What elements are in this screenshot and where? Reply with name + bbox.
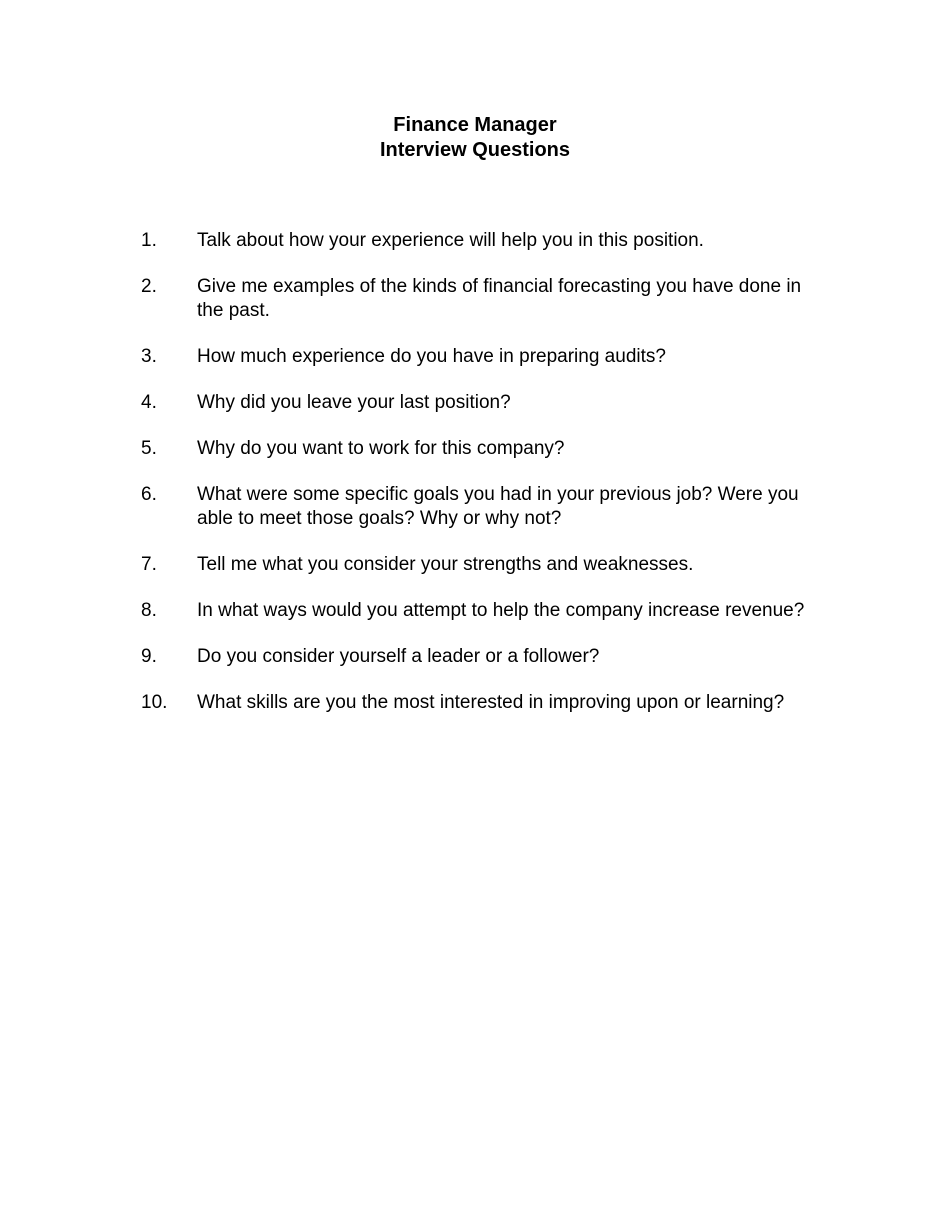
question-text: Why did you leave your last position? (197, 392, 511, 413)
title-line-1: Finance Manager (393, 114, 557, 136)
question-text: What were some specific goals you had in your previous job? Were you able to meet those goals? Why or why not? (197, 484, 799, 529)
question-number: 1. (141, 230, 157, 251)
question-item (141, 553, 821, 577)
question-text: Give me examples of the kinds of financial forecasting you have done in the past. (197, 276, 802, 321)
question-number: 7. (141, 554, 157, 575)
question-item (141, 391, 821, 415)
question-text: Do you consider yourself a leader or a follower? (197, 646, 600, 667)
question-item (141, 275, 821, 323)
question-number: 2. (141, 276, 157, 297)
question-text: In what ways would you attempt to help the company increase revenue? (197, 600, 805, 621)
question-number: 10. (141, 692, 168, 713)
question-number: 6. (141, 484, 157, 505)
title-line-2: Interview Questions (379, 139, 571, 161)
question-text: How much experience do you have in preparing audits? (197, 346, 666, 367)
question-text: What skills are you the most interested in improving upon or learning? (197, 692, 785, 713)
question-item (141, 437, 821, 461)
question-number: 3. (141, 346, 157, 367)
question-item (141, 229, 821, 253)
question-text: Why do you want to work for this company? (197, 438, 565, 459)
question-number: 8. (141, 600, 157, 621)
question-item (141, 483, 821, 531)
question-list (141, 229, 821, 737)
question-text: Tell me what you consider your strengths and weaknesses. (197, 554, 694, 575)
question-number: 9. (141, 646, 157, 667)
question-number: 5. (141, 438, 157, 459)
question-item (141, 691, 821, 715)
question-item (141, 345, 821, 369)
question-text: Talk about how your experience will help you in this position. (197, 230, 704, 251)
question-item (141, 645, 821, 669)
question-item (141, 599, 821, 623)
page-title (0, 113, 950, 163)
question-number: 4. (141, 392, 157, 413)
